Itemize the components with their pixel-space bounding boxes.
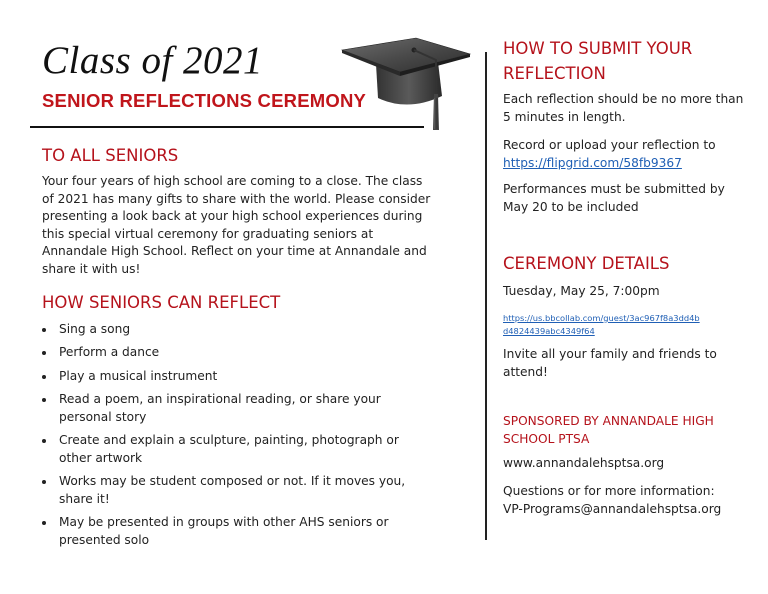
record-instructions bbox=[503, 137, 748, 172]
ceremony-datetime: Tuesday, May 25, 7:00pm bbox=[503, 284, 660, 298]
column-divider bbox=[485, 52, 487, 540]
list-item: Perform a dance bbox=[42, 344, 422, 362]
questions-label: Questions or for more information: bbox=[503, 484, 715, 498]
ceremony-title: SENIOR REFLECTIONS CEREMONY bbox=[42, 90, 367, 111]
reflection-ideas-list bbox=[42, 321, 422, 555]
submission-deadline: Performances must be submitted by May 20 to be included bbox=[503, 182, 725, 214]
graduation-cap-icon bbox=[338, 34, 472, 136]
length-note: Each reflection should be no more than 5 minutes in length. bbox=[503, 92, 744, 124]
list-item: Sing a song bbox=[42, 321, 422, 339]
invite-text: Invite all your family and friends to attend! bbox=[503, 347, 717, 379]
sponsor-heading: SPONSORED BY ANNANDALE HIGH SCHOOL PTSA bbox=[503, 414, 714, 446]
how-seniors-can-reflect-heading: HOW SENIORS CAN REFLECT bbox=[42, 293, 281, 312]
contact-email: VP-Programs@annandalehsptsa.org bbox=[503, 501, 722, 516]
list-item: Works may be student composed or not. If it moves you, share it! bbox=[42, 473, 422, 508]
list-item: Play a musical instrument bbox=[42, 368, 422, 386]
ptsa-website: www.annandalehsptsa.org bbox=[503, 456, 665, 470]
ceremony-link[interactable]: https://us.bbcollab.com/guest/3ac967f8a3dd4bd4824439abc4349f64 bbox=[503, 313, 700, 336]
list-item: Create and explain a sculpture, painting, photograph or other artwork bbox=[42, 432, 422, 467]
how-to-submit-heading: HOW TO SUBMIT YOUR REFLECTION bbox=[503, 39, 693, 83]
list-item: May be presented in groups with other AHS seniors or presented solo bbox=[42, 514, 422, 549]
record-prefix: Record or upload your reflection to bbox=[503, 138, 716, 152]
ceremony-details-heading: CEREMONY DETAILS bbox=[503, 254, 670, 273]
flipgrid-link[interactable]: https://flipgrid.com/58fb9367 bbox=[503, 155, 682, 170]
class-title: Class of 2021 bbox=[42, 39, 264, 82]
intro-paragraph: Your four years of high school are coming to a close. The class of 2021 has many gifts to share with the world. Please consider presenting a look back at your high school experiences during this special virtual ceremony for graduating seniors at Annandale High School. Reflect on your time at Annandale and share it with us! bbox=[42, 174, 431, 276]
to-all-seniors-heading: TO ALL SENIORS bbox=[42, 146, 179, 165]
list-item: Read a poem, an inspirational reading, or share your personal story bbox=[42, 391, 422, 426]
questions-contact bbox=[503, 483, 748, 518]
